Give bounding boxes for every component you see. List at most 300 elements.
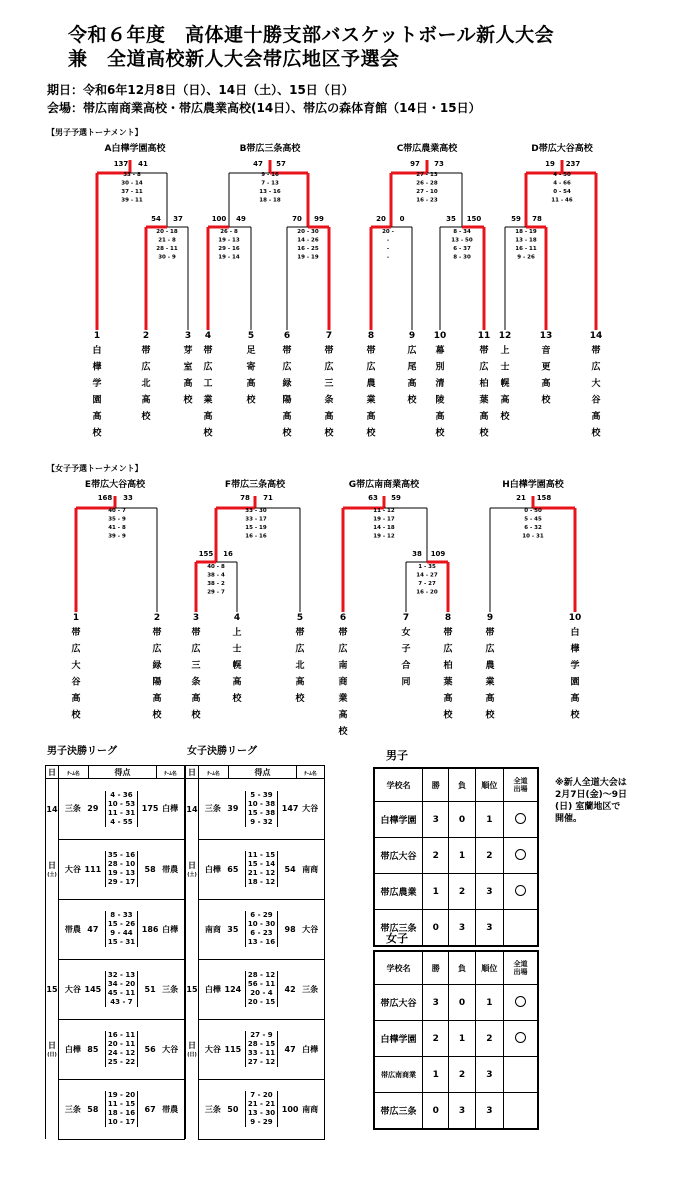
girls-team-name: 葉 [443,677,453,688]
standings-row [374,838,538,874]
boys-team-name: 尾 [407,362,417,373]
total-score: 47 [87,924,99,934]
girls-team-name: 校 [443,710,453,721]
quarter-score: 39 - 11 [121,197,143,204]
school-name: 帯広大谷 [374,985,423,1021]
boys-team-name: 陵 [435,395,445,406]
boys-team-name: 校 [324,428,334,439]
league-game-row [46,959,185,1019]
quarter-score: - [386,246,390,252]
game-score: 109 [430,550,446,558]
boys-team-name: 広 [366,362,376,373]
total-score: 51 [144,984,156,994]
quarter-score: 29 - 16 [218,246,240,252]
school-name: 帯広農業 [374,874,423,910]
group-name: G帯広南商業高校 [348,480,420,490]
game-score: 38 [412,550,422,558]
boys-team-name: 高 [203,412,213,422]
quarter-score: 33 - 8 [123,172,141,178]
quarter-score: 40 - 7 [108,508,126,514]
quarter-score: 11 - 12 [373,508,395,514]
girls-team-name: 高 [295,677,305,688]
quarter-scores [105,911,138,947]
qualified-circle-icon [515,849,526,860]
quarter-scores [105,791,138,827]
boys-team-name: 農 [366,379,376,389]
league-header-score: 得点 [229,766,297,779]
league-game-row [46,839,185,899]
quarter-score: 20 - 4 [250,989,273,997]
boys-team-name: 条 [324,395,334,406]
team-name: 帯農 [162,864,179,874]
quarter-score: 20 - [382,229,394,235]
quarter-score: 13 - 16 [259,189,281,195]
total-score: 85 [87,1044,99,1054]
girls-team-number: 5 [296,613,304,623]
quarter-score: 33 - 30 [245,508,267,514]
girls-team-name: 校 [232,694,242,704]
girls-team-name: 高 [485,694,495,704]
league-game-cell [199,899,325,959]
quarter-score: 7 - 27 [418,581,436,587]
girls-team-name: 校 [71,710,81,721]
boys-team-number: 5 [247,331,255,341]
quarter-score: 6 - 32 [524,525,542,531]
wins: 1 [423,1057,449,1093]
wins: 1 [423,874,449,910]
quarter-score: 14 - 26 [297,237,319,244]
total-score: 42 [284,984,296,994]
boys-team-name: 帯 [479,346,489,356]
league-day-cell: 14 [46,779,59,840]
boys-team-name: 緑 [282,379,292,389]
standings-row [374,1021,538,1057]
boys-team-name: 芽 [183,346,193,356]
game-score: 78 [240,494,250,502]
girls-team-name: 広 [71,644,81,655]
quarter-score: 15 - 19 [245,525,267,531]
girls-team-number: 2 [153,613,161,623]
league-game-cell [59,779,185,840]
girls-team-name: 高 [338,710,348,721]
league-game-row [46,1079,185,1139]
quarter-scores [245,1031,278,1067]
game-score: 21 [516,494,526,502]
girls-team-name: 校 [152,710,162,721]
girls-team-name: 校 [485,710,495,721]
qualified-cell [504,985,538,1021]
total-score: 100 [281,1104,299,1114]
league-header-score: 得点 [89,766,157,779]
boys-team-name: 校 [541,395,551,406]
school-name: 帯広三条 [374,910,423,947]
league-game-cell [199,839,325,899]
quarter-score: 10 - 17 [107,1118,136,1126]
girls-team-name: 士 [232,644,242,655]
girls-team-name: 幌 [232,661,242,671]
league-header-day: 日 [46,766,59,779]
boys-team-name: 高 [246,379,256,389]
boys-team-name: 高 [591,412,601,422]
boys-team-name: 三 [324,379,334,389]
boys-team-name: 校 [141,412,151,422]
quarter-score: 30 - 9 [158,254,176,261]
quarter-score: 25 - 22 [107,1058,136,1066]
girls-team-name: 農 [485,661,495,671]
rank: 3 [475,910,503,947]
girls-team-name: 帯 [295,628,305,638]
quarter-score: 13 - 18 [515,237,537,244]
boys-team-name: 校 [435,428,445,439]
quarter-score: 34 - 20 [107,980,136,988]
boys-team-name: 足 [246,346,256,356]
boys-team-number: 8 [367,331,375,341]
boys-team-name: 柏 [479,379,489,389]
girls-team-number: 7 [402,613,410,623]
girls-team-number: 8 [444,613,452,623]
event-date: 期日：令和6年12月8日（日）、14日（土）、15日（日） [47,83,354,97]
girls-team-name: 高 [443,694,453,704]
quarter-scores [245,1091,278,1127]
boys-team-name: 更 [541,362,551,373]
boys-team-number: 9 [408,331,416,341]
event-venue: 会場：帯広南商業高校・帯広農業高校(14日）、帯広の森体育館（14日・15日） [47,101,481,115]
team-name: 南商 [204,924,221,934]
girls-team-name: 業 [338,694,348,704]
quarter-score: 0 - 50 [524,508,542,514]
boys-team-name: 校 [246,395,256,406]
boys-team-name: 高 [500,395,510,406]
league-game-row [186,779,325,840]
girls-team-name: 条 [191,677,201,688]
girls-team-name: 高 [191,694,201,704]
girls-team-name: 高 [232,677,242,688]
game-score: 54 [151,215,161,223]
quarter-score: 19 - 19 [297,254,319,261]
wins: 3 [423,985,449,1021]
girls-team-name: 広 [191,644,201,655]
boys-team-number: 14 [589,331,603,341]
boys-team-name: 高 [183,379,193,389]
girls-team-name: 学 [570,661,580,671]
boys-team-name: 帯 [141,346,151,356]
girls-team-name: 樺 [570,644,580,655]
league-game-cell [199,779,325,840]
game-score: 155 [198,550,214,558]
quarter-score: 16 - 11 [107,1031,136,1039]
girls-team-name: 陽 [152,677,162,688]
girls-team-number: 9 [486,613,494,623]
boys-team-name: 寄 [246,362,256,373]
boys-team-name: 広 [141,362,151,373]
team-name: 白樺 [162,924,179,934]
quarter-score: 21 - 8 [158,237,176,244]
boys-team-name: 学 [92,379,102,389]
quarter-score: 29 - 7 [207,589,225,596]
quarter-scores [105,1031,138,1067]
quarter-score: 21 - 12 [247,869,276,877]
quarter-score: 20 - 30 [297,229,319,235]
game-score: 158 [536,494,552,502]
girls-team-name: 帯 [71,628,81,638]
school-name: 帯広大谷 [374,838,423,874]
quarter-score: 10 - 38 [247,799,276,808]
boys-team-name: 校 [282,428,292,439]
boys-team-name: 広 [591,362,601,373]
league-game-row [186,839,325,899]
girls-team-number: 6 [339,613,347,623]
wins: 0 [423,1093,449,1130]
team-name: 大谷 [64,984,81,994]
quarter-score: 32 - 13 [107,971,136,979]
girls-team-name: 大 [71,661,81,671]
quarter-score: 19 - 14 [218,254,240,261]
quarter-score: 8 - 34 [453,229,471,235]
quarter-score: 45 - 11 [107,989,136,997]
league-day-cell [186,899,199,959]
quarter-score: 39 - 9 [108,533,126,540]
girls-team-name: 校 [295,694,305,704]
boys-team-number: 13 [539,331,553,341]
group-name: A白樺学園高校 [104,144,166,154]
losses: 1 [449,1021,475,1057]
boys-team-name: 高 [435,412,445,422]
game-score: 137 [113,160,129,168]
boys-team-name: 帯 [366,346,376,356]
quarter-score: 0 - 54 [553,189,571,195]
boys-team-name: 谷 [591,395,601,406]
league-day-cell [46,899,59,959]
boys-team-name: 帯 [282,346,292,356]
girls-team-name: 広 [295,644,305,655]
group-name: F帯広三条高校 [224,480,286,490]
team-name: 三条 [204,1104,221,1114]
boys-team-name: 園 [92,395,102,406]
boys-team-number: 11 [477,331,491,341]
quarter-score: 7 - 20 [250,1091,273,1099]
boys-team-name: 葉 [479,395,489,406]
boys-team-name: 広 [282,362,292,373]
team-name: 三条 [64,1104,81,1114]
game-score: 73 [434,160,444,168]
girls-team-name: 子 [401,644,411,655]
game-score: 20 [376,215,386,223]
quarter-score: 19 - 20 [107,1091,136,1099]
boys-team-number: 2 [142,331,150,341]
quarter-score: 26 - 28 [416,180,438,187]
girls-team-name: 三 [191,661,201,671]
quarter-score: 9 - 32 [250,817,273,826]
wins: 3 [423,802,449,838]
team-name: 大谷 [204,1044,221,1054]
game-score: 63 [368,494,378,502]
total-score: 56 [144,1044,156,1054]
game-score: 71 [263,494,273,502]
school-name: 帯広南商業 [374,1057,423,1093]
quarter-score: 11 - 46 [551,197,573,204]
quarter-score: 40 - 8 [207,564,225,570]
losses: 1 [449,838,475,874]
standings-header: 勝 [423,951,449,985]
quarter-score: - [386,237,390,244]
quarter-score: 5 - 39 [250,790,273,799]
team-name: 白樺 [302,1044,319,1054]
game-score: 16 [223,550,233,558]
quarter-score: 16 - 23 [416,197,438,204]
wins: 2 [423,1021,449,1057]
quarter-score: 37 - 11 [121,189,143,195]
team-name: 大谷 [64,864,81,874]
quarter-score: 20 - 18 [156,229,178,235]
game-score: 33 [123,494,133,502]
boys-team-name: 幕 [435,346,445,356]
total-score: 39 [227,804,239,814]
boys-team-name: 高 [407,379,417,389]
quarter-score: 6 - 37 [453,246,471,252]
quarter-score: 6 - 23 [250,929,273,937]
school-name: 帯広三条 [374,1093,423,1130]
girls-team-name: 校 [191,710,201,721]
boys-team-name: 高 [92,412,102,422]
quarter-score: 29 - 17 [107,878,136,886]
qualified-circle-icon [515,996,526,1007]
league-game-cell [59,899,185,959]
game-score: 70 [292,215,302,223]
game-score: 97 [410,160,420,168]
game-score: 237 [565,160,581,168]
quarter-score: 6 - 29 [250,911,273,919]
quarter-score: 38 - 2 [207,581,225,587]
quarter-score: 13 - 50 [451,237,473,244]
quarter-scores [105,971,138,1007]
league-header-team: ﾁｰﾑ名 [157,766,185,779]
boys-standings-title: 男子 [386,749,408,762]
boys-team-name: 帯 [203,346,213,356]
boys-team-name: 高 [366,412,376,422]
boys-team-name: 校 [591,428,601,439]
league-day-cell: 日 (日) [46,1019,59,1079]
rank: 3 [475,1093,503,1130]
total-score: 124 [224,984,242,994]
standings-header: 負 [449,768,475,802]
game-score: 49 [236,215,246,223]
girls-team-name: 白 [570,628,580,638]
girls-team-name: 柏 [443,661,453,671]
quarter-score: 28 - 10 [107,860,136,868]
game-score: 78 [532,215,542,223]
standings-header: 全道 出場 [504,951,538,985]
quarter-score: 16 - 25 [297,246,319,252]
quarter-score: 10 - 31 [522,533,544,540]
quarter-score: 41 - 8 [108,525,126,531]
girls-standings-title: 女子 [386,932,408,945]
quarter-score: 20 - 11 [107,1040,136,1048]
girls-team-name: 広 [338,644,348,655]
standings-row [374,802,538,838]
girls-standings-table [373,950,539,1130]
girls-team-name: 広 [152,644,162,655]
league-game-cell [59,1019,185,1079]
quarter-score: 27 - 9 [250,1031,273,1039]
quarter-score: 15 - 31 [107,938,136,946]
total-score: 35 [227,924,239,934]
group-name: B帯広三条高校 [239,144,301,154]
quarter-score: 9 - 16 [261,172,279,178]
boys-team-number: 6 [283,331,291,341]
league-game-cell [199,1019,325,1079]
girls-team-name: 商 [338,677,348,688]
total-score: 29 [87,804,99,814]
quarter-score: 11 - 15 [247,851,276,859]
girls-team-name: 校 [570,710,580,721]
note-line: 2月7日(金)～9日 [555,790,628,800]
standings-row [374,1057,538,1093]
quarter-score: 9 - 26 [517,254,535,261]
quarter-score: 35 - 16 [107,851,136,859]
note-line: (日) 室蘭地区で [555,802,621,812]
boys-team-name: 高 [541,379,551,389]
boys-team-name: 校 [479,428,489,439]
league-day-cell: 日 (土) [46,839,59,899]
standings-header: 勝 [423,768,449,802]
standings-header: 全道 出場 [504,768,538,802]
qualified-circle-icon [515,885,526,896]
girls-team-name: 帯 [485,628,495,638]
team-name: 白樺 [204,864,221,874]
quarter-score: 33 - 17 [245,516,267,523]
quarter-score: 19 - 13 [218,237,240,244]
league-day-cell: 日 (日) [186,1019,199,1079]
boys-team-name: 業 [203,395,213,406]
girls-team-number: 10 [568,613,582,623]
quarter-score: 27 - 12 [247,1058,276,1066]
quarter-score: 9 - 44 [110,929,133,937]
standings-row [374,874,538,910]
boys-team-number: 7 [325,331,333,341]
game-score: 59 [511,215,521,223]
quarter-score: 13 - 30 [247,1109,276,1117]
boys-team-name: 別 [435,362,445,373]
boys-team-name: 高 [479,412,489,422]
qualified-cell [504,1093,538,1130]
team-name: 三条 [162,984,179,994]
boys-team-name: 士 [500,362,510,373]
quarter-score: 7 - 13 [261,180,279,187]
game-score: 168 [97,494,113,502]
total-score: 67 [144,1104,156,1114]
rank: 3 [475,1057,503,1093]
girls-team-name: 広 [485,644,495,655]
girls-team-number: 1 [72,613,80,623]
team-name: 白樺 [162,804,179,814]
qualified-cell [504,874,538,910]
boys-team-name: 校 [500,412,510,422]
girls-team-name: 南 [338,661,348,671]
girls-team-name: 広 [443,644,453,655]
team-name: 帯農 [64,924,81,934]
game-score: 150 [466,215,482,223]
wins: 2 [423,838,449,874]
total-score: 145 [84,984,102,994]
page-subtitle: 兼 全道高校新人大会帯広地区予選会 [68,48,400,70]
total-score: 58 [144,864,156,874]
standings-header: 負 [449,951,475,985]
team-name: 南商 [302,1104,319,1114]
team-name: 大谷 [302,804,319,814]
girls-team-name: 同 [401,677,411,688]
league-day-cell [186,1079,199,1139]
total-score: 58 [87,1104,99,1114]
